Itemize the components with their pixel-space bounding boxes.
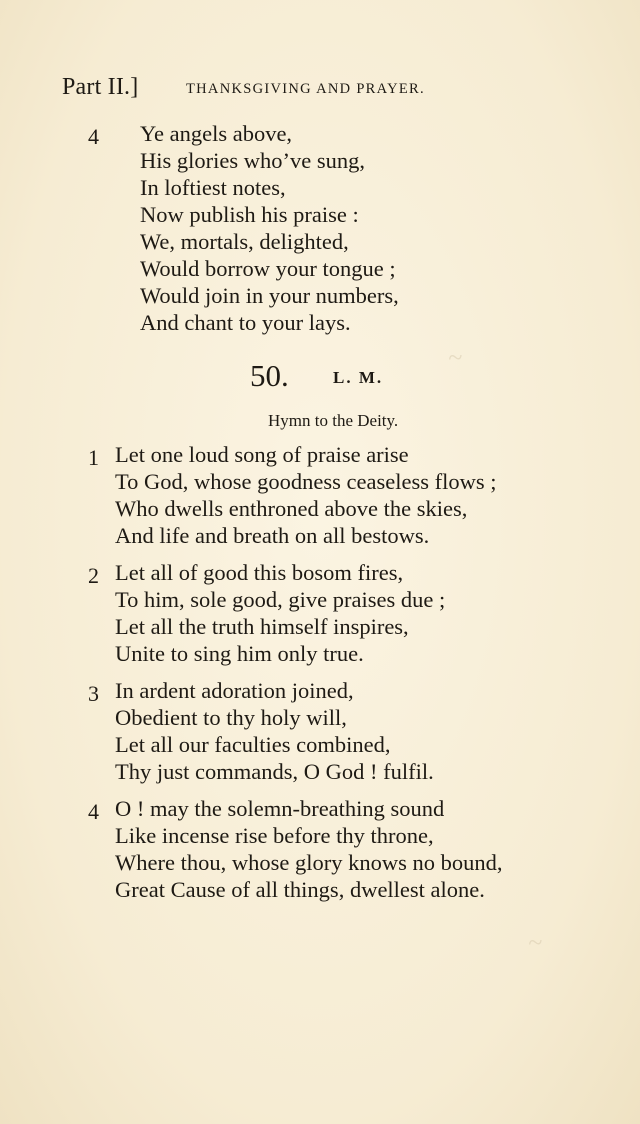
verse-line: Great Cause of all things, dwellest alone. bbox=[115, 877, 485, 902]
verse-line: Now publish his praise : bbox=[140, 202, 359, 227]
verse-line: His glories who’ve sung, bbox=[140, 148, 365, 173]
prev-stanza-number: 4 bbox=[88, 124, 99, 149]
verse-line: We, mortals, delighted, bbox=[140, 229, 349, 254]
verse-line: Thy just commands, O God ! fulfil. bbox=[115, 759, 434, 784]
verse-line: Like incense rise before thy throne, bbox=[115, 823, 434, 848]
hymn-number: 50. bbox=[250, 358, 289, 393]
verse-line: In loftiest notes, bbox=[140, 175, 286, 200]
verse-line: Let one loud song of praise arise bbox=[115, 442, 409, 467]
verse-line: Unite to sing him only true. bbox=[115, 641, 364, 666]
running-head-title: THANKSGIVING AND PRAYER. bbox=[186, 81, 425, 97]
bleed-through-mark: ~ bbox=[448, 343, 463, 372]
hymn-meter: L. M. bbox=[333, 368, 384, 387]
verse-line: Would borrow your tongue ; bbox=[140, 256, 396, 281]
stanza-number: 4 bbox=[88, 799, 99, 824]
verse-line: Would join in your numbers, bbox=[140, 283, 399, 308]
verse-line: To him, sole good, give praises due ; bbox=[115, 587, 446, 612]
verse-line: Where thou, whose glory knows no bound, bbox=[115, 850, 503, 875]
verse-line: To God, whose goodness ceaseless flows ; bbox=[115, 469, 497, 494]
verse-line: Let all of good this bosom fires, bbox=[115, 560, 404, 585]
verse-line: O ! may the solemn-breathing sound bbox=[115, 796, 445, 821]
verse-line: In ardent adoration joined, bbox=[115, 678, 354, 703]
running-head bbox=[62, 74, 582, 104]
verse-line: And chant to your lays. bbox=[140, 310, 351, 335]
hymn-title: Hymn to the Deity. bbox=[268, 411, 399, 430]
verse-line: Obedient to thy holy will, bbox=[115, 705, 347, 730]
running-head-part: Part II.] bbox=[62, 74, 139, 100]
stanza-number: 3 bbox=[88, 681, 99, 706]
verse-line: And life and breath on all bestows. bbox=[115, 523, 430, 548]
bleed-through-mark: ~ bbox=[528, 928, 543, 957]
verse-line: Ye angels above, bbox=[140, 121, 293, 146]
verse-line: Let all our faculties combined, bbox=[115, 732, 391, 757]
verse-line: Who dwells enthroned above the skies, bbox=[115, 496, 468, 521]
verse-line: Let all the truth himself inspires, bbox=[115, 614, 409, 639]
stanza-number: 1 bbox=[88, 445, 99, 470]
stanza-number: 2 bbox=[88, 563, 99, 588]
